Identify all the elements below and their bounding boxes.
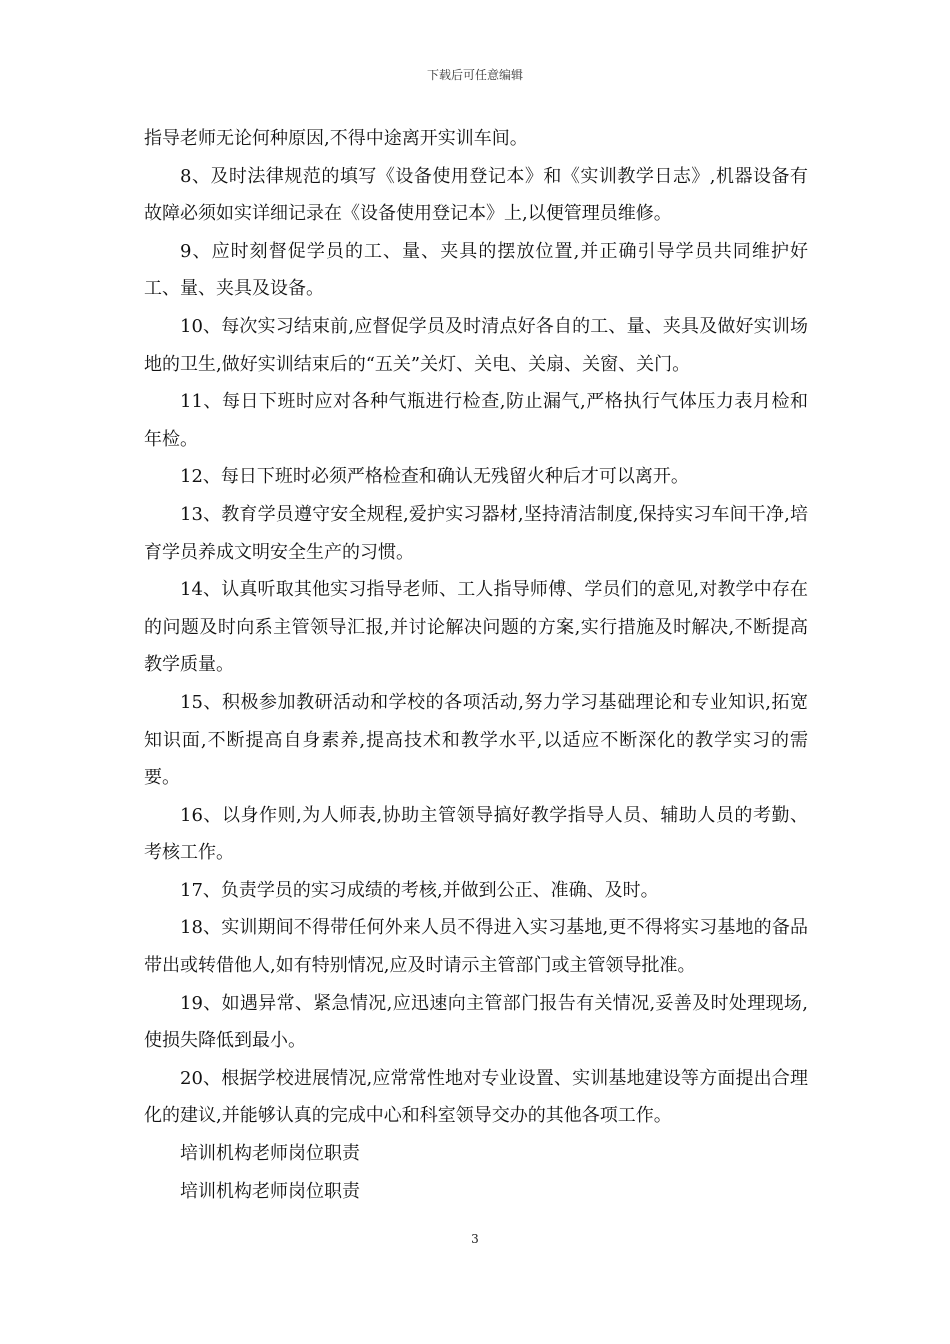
section-heading: 培训机构老师岗位职责 — [180, 1143, 360, 1165]
paragraph-item-18: 18、实训期间不得带任何外来人员不得进入实习基地,更不得将实习基地的备品带出或转借他人,如有特别情况,应及时请示主管部门或主管领导批准。 — [144, 917, 808, 977]
paragraph-continuation: 指导老师无论何种原因,不得中途离开实训车间。 — [144, 128, 528, 149]
page-number: 3 — [471, 1232, 479, 1246]
paragraph-item-20: 20、根据学校进展情况,应常常性地对专业设置、实训基地建设等方面提出合理化的建议,并能够认真的完成中心和科室领导交办的其他各项工作。 — [144, 1067, 808, 1127]
paragraph-item-13: 13、教育学员遵守安全规程,爱护实习器材,坚持清洁制度,保持实习车间干净,培育学员养成文明安全生产的习惯。 — [144, 503, 808, 563]
page-header: 下载后可任意编辑 — [426, 68, 523, 82]
paragraph-item-17: 17、负责学员的实习成绩的考核,并做到公正、准确、及时。 — [180, 879, 659, 901]
document-body — [144, 120, 808, 1210]
paragraph-item-10: 10、每次实习结束前,应督促学员及时清点好各自的工、量、夹具及做好实训场地的卫生,做好实训结束后的“五关”关灯、关电、关扇、关窗、关门。 — [144, 315, 808, 375]
section-heading-repeat: 培训机构老师岗位职责 — [180, 1180, 360, 1202]
paragraph-item-15: 15、积极参加教研活动和学校的各项活动,努力学习基础理论和专业知识,拓宽知识面,不断提高自身素养,提高技术和教学水平,以适应不断深化的教学实习的需要。 — [144, 691, 808, 789]
paragraph-item-9: 9、应时刻督促学员的工、量、夹具的摆放位置,并正确引导学员共同维护好工、量、夹具及设备。 — [144, 240, 808, 300]
paragraph-item-16: 16、以身作则,为人师表,协助主管领导搞好教学指导人员、辅助人员的考勤、考核工作。 — [144, 804, 808, 864]
paragraph-item-12: 12、每日下班时必须严格检查和确认无残留火种后才可以离开。 — [180, 466, 689, 488]
paragraph-item-8: 8、及时法律规范的填写《设备使用登记本》和《实训教学日志》,机器设备有故障必须如实详细记录在《设备使用登记本》上,以便管理员维修。 — [144, 165, 808, 225]
paragraph-item-11: 11、每日下班时应对各种气瓶进行检查,防止漏气,严格执行气体压力表月检和年检。 — [144, 391, 808, 450]
paragraph-item-14: 14、认真听取其他实习指导老师、工人指导师傅、学员们的意见,对教学中存在的问题及时向系主管领导汇报,并讨论解决问题的方案,实行措施及时解决,不断提高教学质量。 — [144, 579, 808, 676]
paragraph-item-19: 19、如遇异常、紧急情况,应迅速向主管部门报告有关情况,妥善及时处理现场,使损失降低到最小。 — [144, 992, 808, 1052]
